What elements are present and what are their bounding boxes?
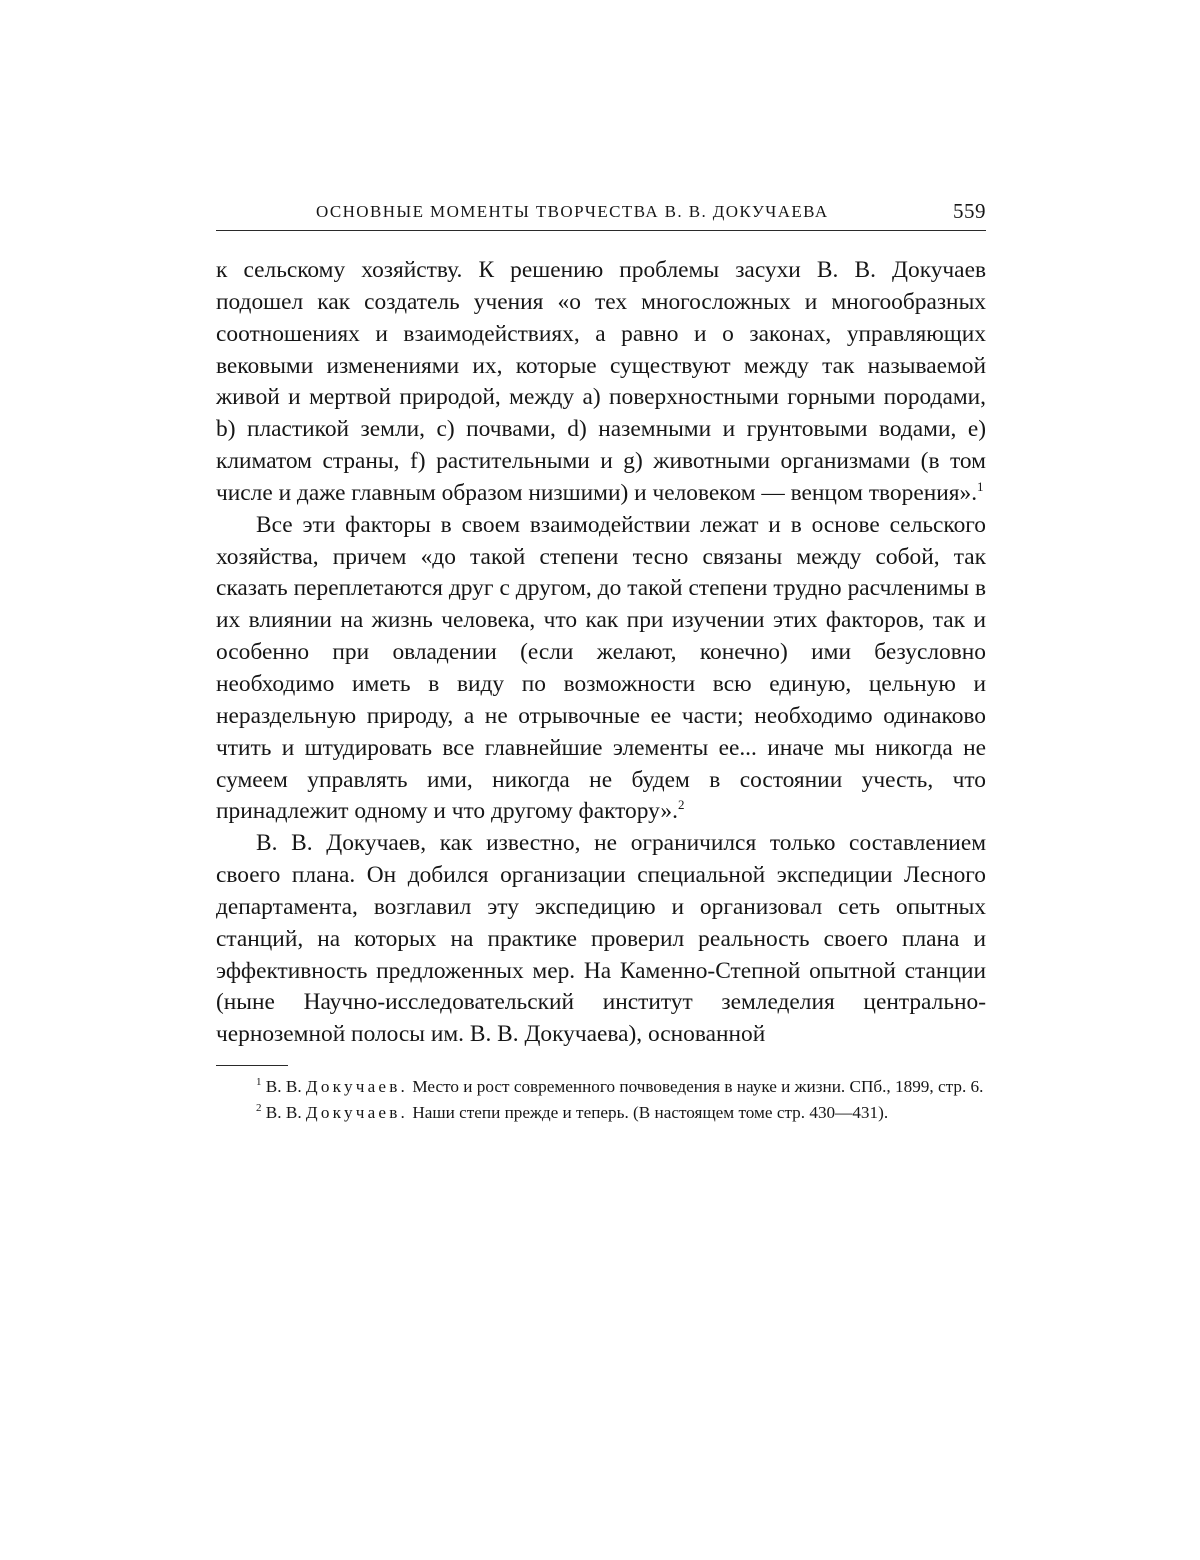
- footnote-2-text: Наши степи прежде и теперь. (В настоящем томе стр. 430—431).: [412, 1103, 888, 1122]
- footnote-2-initials: В. В.: [266, 1103, 302, 1122]
- footnotes: [216, 1074, 986, 1126]
- paragraph-3-text: В. В. Докучаев, как известно, не ограничился только составлением своего плана. Он добился организации специальной экспедиции Лесного департамента, возглавил эту экспедицию и организовал сеть опытных станций, на которых на практике проверил реальность своего плана и эффективность предложенных мер. На Каменно-Степной опытной станции (ныне Научно-исследовательский институт земледелия центрально-черноземной полосы им. В. В. Докучаева), основанной: [216, 830, 986, 1047]
- running-title: ОСНОВНЫЕ МОМЕНТЫ ТВОРЧЕСТВА В. В. ДОКУЧАЕВА: [316, 202, 829, 222]
- page-number: 559: [953, 199, 986, 224]
- paragraph-2: [216, 510, 986, 828]
- paragraph-3: [216, 828, 986, 1051]
- footnote-ref-2: 2: [678, 797, 685, 812]
- paragraph-2-text: Все эти факторы в своем взаимодействии лежат и в основе сельского хозяйства, причем «до такой степени тесно связаны между собой, так сказать переплетаются друг с другом, до такой степени трудно расчленимы в их влиянии на жизнь человека, что как при изучении этих факторов, так и особенно при овладении (если желают, конечно) ими безусловно необходимо иметь в виду по возможности всю единую, цельную и нераздельную природу, а не отрывочные ее части; необходимо одинаково чтить и штудировать все главнейшие элементы ее... иначе мы никогда не сумеем управлять ими, никогда не будем в состоянии учесть, что принадлежит одному и что другому фактору».: [216, 512, 986, 825]
- body-text: [216, 255, 986, 1051]
- footnote-1-text: Место и рост современного почвоведения в науке и жизни. СПб., 1899, стр. 6.: [412, 1077, 983, 1096]
- footnote-2-number: 2: [256, 1102, 262, 1114]
- running-header: [216, 196, 986, 230]
- footnote-2: [216, 1100, 986, 1126]
- footnote-1-initials: В. В.: [266, 1077, 302, 1096]
- paragraph-1-text: к сельскому хозяйству. К решению проблемы засухи В. В. Докучаев подошел как создатель учения «о тех многосложных и многообразных соотношениях и взаимодействиях, а равно и о законах, управляющих вековыми изменениями их, которые существуют между так называемой живой и мертвой природой, между a) поверхностными горными породами, b) пластикой земли, c) почвами, d) наземными и грунтовыми водами, e) климатом страны, f) растительными и g) животными организмами (в том числе и даже главным образом низшими) и человеком — венцом творения».: [216, 257, 986, 506]
- footnote-1: [216, 1074, 986, 1100]
- footnote-ref-1: 1: [977, 479, 984, 494]
- footnote-1-author: Докучаев.: [306, 1077, 408, 1096]
- book-page: [216, 196, 986, 1126]
- header-rule: [216, 230, 986, 231]
- footnote-2-author: Докучаев.: [306, 1103, 408, 1122]
- paragraph-1: [216, 255, 986, 510]
- footnote-1-number: 1: [256, 1076, 262, 1088]
- footnote-rule: [216, 1065, 288, 1066]
